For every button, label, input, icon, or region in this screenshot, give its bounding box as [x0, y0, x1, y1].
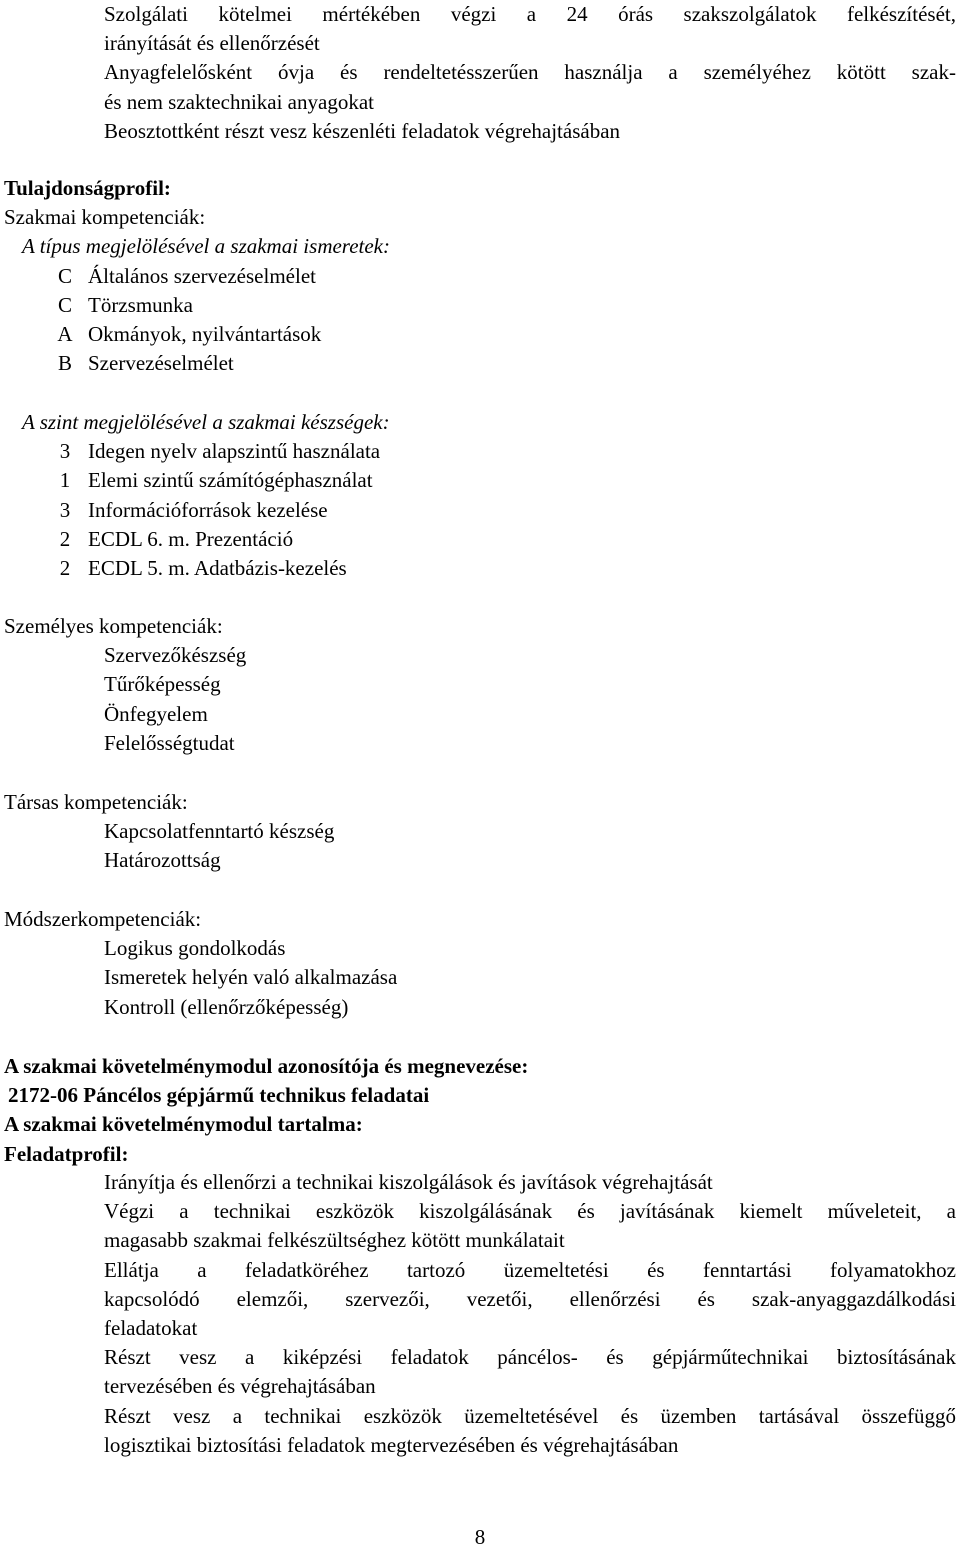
list-item: [42, 320, 954, 349]
task-line: Ellátja a feladatköréhez tartozó üzemeltetési és fenntartási folyamatokhoz: [104, 1257, 956, 1282]
grade-number: 2: [59, 526, 71, 551]
modszer-list: [4, 934, 954, 1022]
module-id-heading: A szakmai követelménymodul azonosítója és megnevezése:: [4, 1054, 529, 1078]
intro-line: irányítását és ellenőrzését: [104, 31, 320, 56]
task-line: Részt vesz a technikai eszközök üzemeltetésével és üzemben tartásával összefüggő: [104, 1403, 956, 1428]
list-item: Logikus gondolkodás: [104, 936, 286, 961]
task-item: [104, 1168, 956, 1197]
modszer-section: [4, 905, 954, 1022]
list-item: Kontroll (ellenőrzőképesség): [104, 994, 349, 1019]
intro-block: [104, 0, 956, 146]
tarsas-list: [4, 817, 954, 875]
list-item: [42, 525, 954, 554]
list-item: [42, 291, 954, 320]
list-item: Ismeretek helyén való alkalmazása: [104, 965, 398, 990]
keszsegek-list: [4, 437, 954, 583]
profile-heading: Tulajdonságprofil:: [4, 176, 171, 200]
task-item: [104, 1402, 956, 1460]
grade-letter: C: [57, 263, 72, 288]
intro-line: Szolgálati kötelmei mértékében végzi a 24 órás szakszolgálatok felkészítését,: [104, 2, 956, 26]
list-item: [42, 554, 954, 583]
task-item: [104, 1343, 956, 1401]
tarsas-section: [4, 788, 954, 876]
task-line: magasabb szakmai felkészültséghez kötött munkálatait: [104, 1228, 565, 1253]
list-item: [42, 349, 954, 378]
grade-letter: B: [57, 351, 72, 376]
task-item: [104, 1197, 956, 1255]
grade-letter: C: [57, 292, 72, 317]
task-list: [104, 1168, 956, 1460]
task-line: feladatokat: [104, 1316, 198, 1341]
item-text: Okmányok, nyilvántartások: [88, 322, 322, 347]
module-content-heading: A szakmai követelménymodul tartalma:: [4, 1112, 363, 1137]
profile-section: [4, 174, 954, 378]
list-item: Felelősségtudat: [104, 730, 235, 755]
task-line: tervezésében és végrehajtásában: [104, 1374, 376, 1399]
module-section: [4, 1052, 956, 1169]
keszsegek-heading: A szint megjelölésével a szakmai készségek:: [22, 410, 390, 434]
item-text: Törzsmunka: [88, 292, 193, 317]
item-text: ECDL 6. m. Prezentáció: [88, 526, 294, 551]
list-item: [42, 496, 954, 525]
grade-number: 1: [59, 468, 71, 493]
szemelyes-heading: Személyes kompetenciák:: [4, 614, 223, 638]
list-item: Kapcsolatfenntartó készség: [104, 819, 335, 844]
feladatprofil-heading: Feladatprofil:: [4, 1141, 129, 1166]
item-text: Idegen nyelv alapszintű használata: [88, 439, 381, 464]
list-item: Tűrőképesség: [104, 672, 221, 697]
list-item: [42, 262, 954, 291]
task-line: Végzi a technikai eszközök kiszolgálásának és javításának kiemelt műveleteit, a: [104, 1199, 956, 1224]
szemelyes-section: [4, 612, 954, 758]
list-item: [42, 466, 954, 495]
item-text: Elemi szintű számítógéphasználat: [88, 468, 373, 493]
task-line: Irányítja és ellenőrzi a technikai kiszolgálások és javítások végrehajtását: [104, 1170, 713, 1194]
item-text: Általános szervezéselmélet: [88, 263, 316, 288]
intro-line: és nem szaktechnikai anyagokat: [104, 89, 374, 114]
list-item: [42, 437, 954, 466]
task-line: logisztikai biztosítási feladatok megtervezésében és végrehajtásában: [104, 1432, 679, 1457]
list-item: Határozottság: [104, 848, 221, 873]
szemelyes-list: [4, 641, 954, 758]
grade-number: 3: [59, 439, 71, 464]
modszer-heading: Módszerkompetenciák:: [4, 907, 202, 931]
task-line: kapcsolódó elemzői, szervezői, vezetői, ellenőrzési és szak-anyaggazdálkodási: [104, 1286, 956, 1311]
grade-number: 3: [59, 497, 71, 522]
page-number: 8: [474, 1525, 486, 1549]
tarsas-heading: Társas kompetenciák:: [4, 790, 188, 814]
item-text: Információforrások kezelése: [88, 497, 328, 522]
module-id-title: 2172-06 Páncélos gépjármű technikus feladatai: [8, 1083, 430, 1108]
list-item: Önfegyelem: [104, 701, 208, 726]
list-item: Szervezőkészség: [104, 643, 247, 668]
intro-line: Anyagfelelősként óvja és rendeltetésszerűen használja a személyéhez kötött szak-: [104, 60, 956, 85]
item-text: Szervezéselmélet: [88, 351, 234, 376]
szakmai-kompetenciak-label: Szakmai kompetenciák:: [4, 205, 206, 230]
intro-line: Beosztottként részt vesz készenléti feladatok végrehajtásában: [104, 118, 621, 143]
item-text: ECDL 5. m. Adatbázis-kezelés: [88, 556, 347, 581]
ismeretek-list: [4, 262, 954, 379]
task-line: Részt vesz a kiképzési feladatok páncélos- és gépjárműtechnikai biztosításának: [104, 1345, 956, 1370]
grade-number: 2: [59, 556, 71, 581]
ismeretek-heading: A típus megjelölésével a szakmai ismeretek:: [22, 234, 390, 259]
grade-letter: A: [57, 322, 73, 347]
task-item: [104, 1256, 956, 1344]
keszsegek-section: [4, 408, 954, 583]
